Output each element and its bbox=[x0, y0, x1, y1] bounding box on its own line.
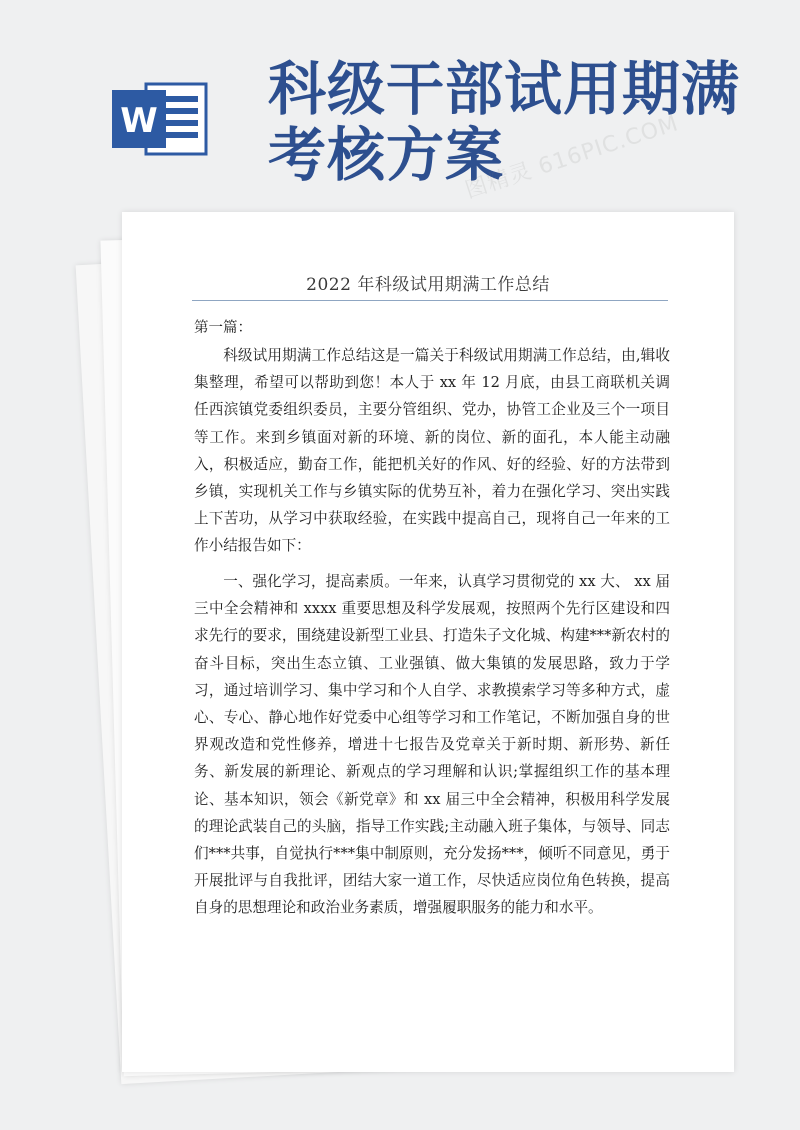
title-line-2: 考核方案 bbox=[268, 121, 505, 189]
title-line-1: 科级干部试用期满 bbox=[268, 55, 741, 123]
paragraph-study: 一、强化学习，提高素质。一年来，认真学习贯彻党的 xx 大、 xx 届三中全会精神和 xxxx 重要思想及科学发展观，按照两个先行区建设和四求先行的要求，围绕建设新型工业县、打造朱子文化城、构建***新农村的奋斗目标，突出生态立镇、工业强镇、做大集镇的发展思路，致力于学习，通过培训学习、集中学习和个人自学、求教摸索学习等多种方式，虚心、专心、静心地作好党委中心组等学习和工作笔记，不断加强自身的世界观改造和党性修养，增进十七报告及党章关于新时期、新形势、新任务、新发展的新理论、新观点的学习理解和认识;掌握组织工作的基本理论、基本知识，领会《新党章》和 xx 届三中全会精神，积极用科学发展的理论武装自己的头脑，指导工作实践;主动融入班子集体，与领导、同志们***共事，自觉执行***集中制原则，充分发扬***，倾听不同意见，勇于开展批评与自我批评，团结大家一道工作，尽快适应岗位角色转换，提高自身的思想理论和政治业务素质，增强履职服务的能力和水平。 bbox=[194, 573, 670, 917]
svg-text:W: W bbox=[120, 101, 158, 141]
word-document-icon bbox=[110, 78, 212, 160]
section-label: 第一篇： bbox=[194, 320, 252, 336]
paragraph-intro: 科级试用期满工作总结这是一篇关于科级试用期满工作总结，由,辑收集整理，希望可以帮助到您！本人于 xx 年 12 月底，由县工商联机关调任西滨镇党委组织委员，主要分管组织、党办，协管工企业及三个一项目等工作。来到乡镇面对新的环境、新的岗位、新的面孔，本人能主动融入，积极适应，勤奋工作，能把机关好的作风、好的经验、好的方法带到乡镇，实现机关工作与乡镇实际的优势互补，着力在强化学习、突出实践上下苦功，从学习中获取经验，在实践中提高自己，现将自己一年来的工作小结报告如下： bbox=[194, 347, 670, 555]
header-banner bbox=[0, 0, 800, 215]
page-heading: 2022 年科级试用期满工作总结 bbox=[306, 275, 550, 295]
document-title bbox=[268, 56, 748, 188]
heading-divider bbox=[192, 300, 668, 301]
watermark-text: 图精灵 616PIC.COM bbox=[462, 111, 682, 204]
document-page bbox=[122, 212, 734, 1072]
